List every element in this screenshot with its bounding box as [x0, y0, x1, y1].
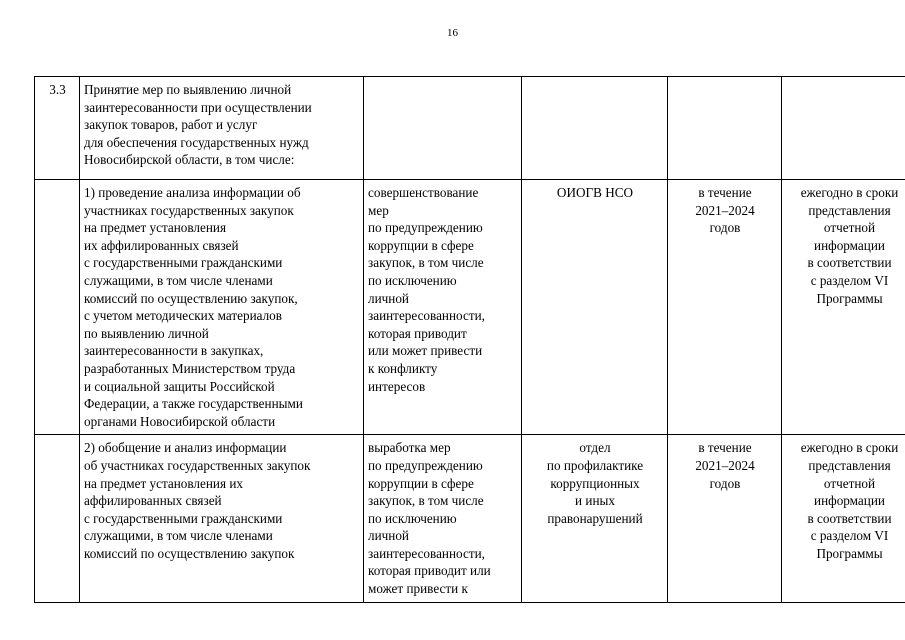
- table-row: [35, 435, 905, 602]
- report-cell: [782, 77, 905, 180]
- result-cell: совершенствование мер по предупреждению коррупции в сфере закупок, в том числе по исключению личной заинтересованности, которая приводит или может привести к конфликту интересов: [364, 180, 522, 435]
- activity-cell: 2) обобщение и анализ информации об участниках государственных закупок на предмет установления их аффилированных связей с государственными гражданскими служащими, в том числе членами комиссий по осуществлению закупок: [80, 435, 364, 602]
- report-cell: ежегодно в сроки представления отчетной информации в соответствии с разделом VI Программы: [782, 180, 905, 435]
- table-row: [35, 77, 905, 180]
- page-number: 16: [447, 27, 458, 39]
- item-number: 3.3: [35, 77, 80, 180]
- executor-cell: [522, 77, 668, 180]
- executor-cell: ОИОГВ НСО: [522, 180, 668, 435]
- measures-table: [34, 76, 905, 603]
- activity-cell: 1) проведение анализа информации об участниках государственных закупок на предмет установления их аффилированных связей с государственными гражданскими служащими, в том числе членами комиссий по осуществлению закупок, с учетом методических материалов по выявлению личной заинтересованности в закупках, разработанных Министерством труда и социальной защиты Российской Федерации, а также государственными органами Новосибирской области: [80, 180, 364, 435]
- term-cell: в течение 2021–2024 годов: [668, 435, 782, 602]
- report-cell: ежегодно в сроки представления отчетной информации в соответствии с разделом VI Программы: [782, 435, 905, 602]
- result-cell: выработка мер по предупреждению коррупции в сфере закупок, в том числе по исключению личной заинтересованности, которая приводит или может привести к: [364, 435, 522, 602]
- result-cell: [364, 77, 522, 180]
- activity-cell: Принятие мер по выявлению личной заинтересованности при осуществлении закупок товаров, работ и услуг для обеспечения государственных нужд Новосибирской области, в том числе:: [80, 77, 364, 180]
- term-cell: [668, 77, 782, 180]
- item-number: [35, 435, 80, 602]
- item-number: [35, 180, 80, 435]
- executor-cell: отдел по профилактике коррупционных и иных правонарушений: [522, 435, 668, 602]
- term-cell: в течение 2021–2024 годов: [668, 180, 782, 435]
- table-row: [35, 180, 905, 435]
